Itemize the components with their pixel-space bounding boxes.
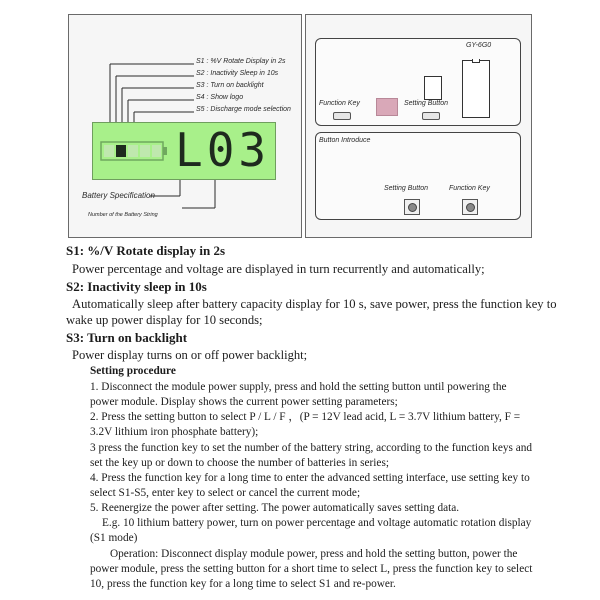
setting-button-slot xyxy=(422,112,440,120)
function-key-label: Function Key xyxy=(319,100,360,107)
s1-body: Power percentage and voltage are displayed in turn recurrently and automatically; xyxy=(72,262,485,276)
s3-label: S3 : Turn on backlight xyxy=(196,82,264,89)
s4-label: S4 : Show logo xyxy=(196,94,244,101)
example-line-2: (S1 mode) xyxy=(90,532,138,544)
step-line-9: 5. Reenergize the power after setting. The power automatically saves setting data. xyxy=(90,502,460,514)
step-line-3: 2. Press the setting button to select P / L / F ，(P = 12V lead acid, L = 3.7V lithium battery, F = xyxy=(90,411,521,423)
lcd-screen xyxy=(92,122,276,180)
setting-button-label-2: Setting Button xyxy=(384,185,428,192)
setting-button-label: Setting Button xyxy=(404,100,448,107)
model-label: GY-6G0 xyxy=(466,42,492,49)
step-line-6: set the key up or down to choose the number of batteries in series; xyxy=(90,457,389,469)
function-key-label-2: Function Key xyxy=(449,185,490,192)
step-line-1: 1. Disconnect the module power supply, press and hold the setting button until powering the xyxy=(90,381,507,393)
s3-body: Power display turns on or off power backlight; xyxy=(72,348,308,362)
chip-small xyxy=(424,76,442,100)
s1-label: S1 : %V Rotate Display in 2s xyxy=(196,58,286,65)
function-key-icon xyxy=(462,199,478,215)
operation-line-1: Operation: Disconnect display module power, press and hold the setting button, power the xyxy=(110,548,518,560)
s2-body-line-1: Automatically sleep after battery capacity display for 10 s, save power, press the function key to xyxy=(72,297,557,311)
chip-large xyxy=(462,60,490,118)
s1-heading: S1: %/V Rotate display in 2s xyxy=(66,243,226,258)
s2-heading: S2: Inactivity sleep in 10s xyxy=(66,279,207,294)
s2-body-line-2: wake up power display for 10 seconds; xyxy=(66,313,263,327)
operation-line-2: power module, press the setting button for a short time to select L, press the function key to select xyxy=(90,563,533,575)
s2-label: S2 : Inactivity Sleep in 10s xyxy=(196,70,279,77)
step-line-7: 4. Press the function key for a long time to enter the advanced setting interface, use setting key to xyxy=(90,472,530,484)
operation-line-3: 10, press the function key for a long time to select S1 and re-power. xyxy=(90,578,396,590)
button-introduce-label: Button Introduce xyxy=(319,137,371,144)
setting-button-icon xyxy=(404,199,420,215)
function-key-slot xyxy=(333,112,351,120)
s3-heading: S3: Turn on backlight xyxy=(66,330,188,345)
step-line-8: select S1-S5, enter key to select or cancel the current mode; xyxy=(90,487,361,499)
step-line-5: 3 press the function key to set the number of the battery string, according to the function keys and xyxy=(90,442,533,454)
setting-procedure-heading: Setting procedure xyxy=(90,365,176,377)
pink-switch xyxy=(376,98,398,116)
lcd-readout: L03 xyxy=(175,123,271,177)
chip-notch xyxy=(472,59,480,63)
step-line-4: 3.2V lithium iron phosphate battery); xyxy=(90,426,259,438)
battery-string-label: Number of the Battery String xyxy=(88,212,158,218)
step-line-2: power module. Display shows the current power setting parameters; xyxy=(90,396,398,408)
battery-spec-label: Battery Specification xyxy=(82,191,155,200)
s5-label: S5 : Discharge mode selection xyxy=(196,106,291,113)
example-line-1: E.g. 10 lithium battery power, turn on power percentage and voltage automatic rotation display xyxy=(102,517,532,529)
